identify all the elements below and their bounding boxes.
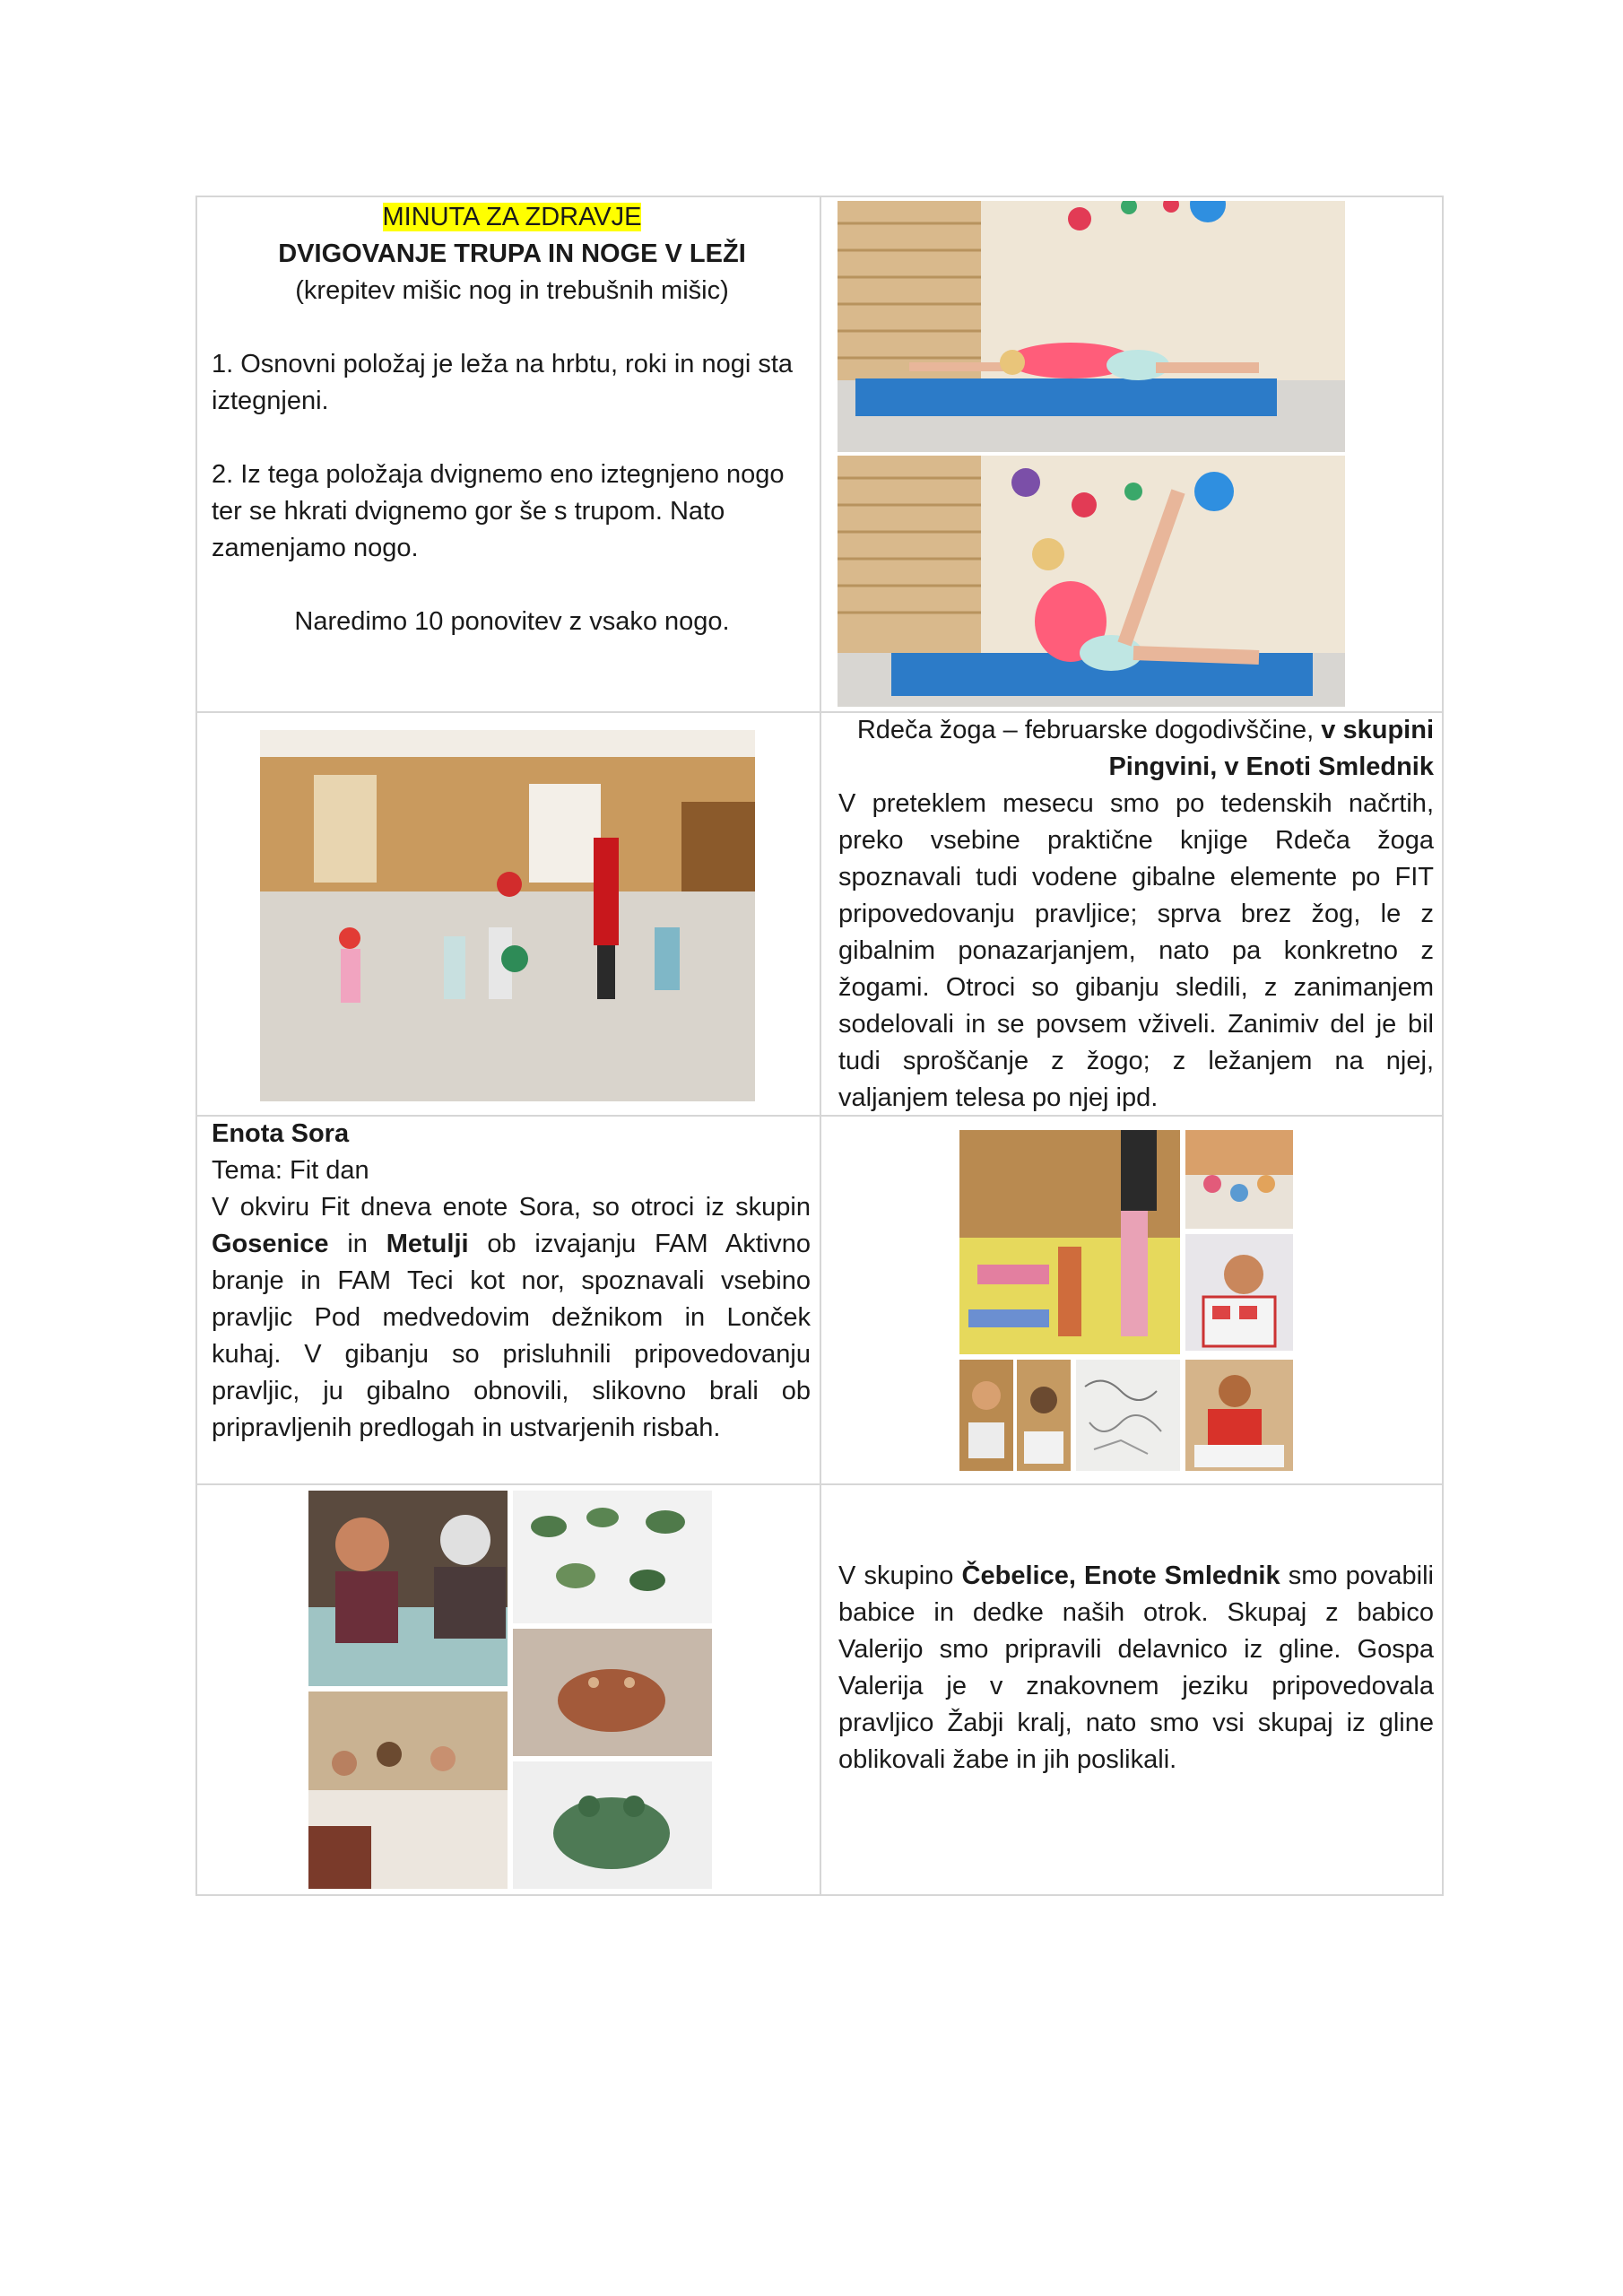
clay-photo-frog-raw [513, 1629, 712, 1756]
health-minute-cell [212, 199, 812, 640]
sora-body: V okviru Fit dneva enote Sora, so otroci iz skupin Gosenice in Metulji ob izvajanju FAM Aktivno branje in FAM Teci kot nor, spoznavali vsebino pravljic Pod medvedovim dežnikom in Lonček kuhaj. V gibanju so prisluhnili pripovedovanju pravljic, ju gibalno obnovili, slikovno brali ob pripravljenih predlogah in ustvarjenih risbah. [212, 1193, 811, 1442]
exercise-step-1: 1. Osnovni položaj je leža na hrbtu, roki in nogi sta iztegnjeni. [212, 350, 794, 415]
sora-photo-drawings [1076, 1360, 1180, 1471]
red-ball-intro: Rdeča žoga – februarske dogodivščine, [856, 716, 1322, 744]
sora-group-metulji: Metulji [386, 1230, 469, 1258]
exercise-photo-situp [838, 456, 1345, 707]
red-ball-body: V preteklem mesecu smo po tedenskih načrtih, preko vsebine praktične knjige Rdeča žoga spoznavali tudi vodene gibalne elemente po FIT pripovedovanju pravljice; sprva brez žog, le z gibalnim ponazarjanjem, nato pa konkretno z žogami. Otroci so gibanju sledili, z zanimanjem sodelovali in se povsem vživeli. Zanimiv del je bil tudi sproščanje z žogo; z ležanjem na njej, valjanjem telesa po njej ipd. [838, 789, 1434, 1112]
exercise-step-2: 2. Iz tega položaja dvignemo eno iztegnjeno nogo ter se hkrati dvignemo gor še s trupom. Nato zamenjamo nogo. [212, 460, 785, 562]
clay-photo-frogs-table [513, 1491, 712, 1623]
exercise-photo-lying [838, 201, 1345, 452]
sora-photo-lying-children [959, 1130, 1180, 1354]
sora-photo-child-drawing [1185, 1360, 1293, 1471]
bees-body: V skupino Čebelice, Enote Smlednik smo povabili babice in dedke naših otrok. Skupaj z babico Valerijo smo pripravili delavnico iz gline. Gospa Valerija je v znakovnem jeziku pripovedovala pravljico Žabji kralj, nato smo vsi skupaj iz gline oblikovali žabe in jih poslikali. [838, 1561, 1434, 1774]
red-ball-cell [838, 712, 1434, 1117]
sora-cell [212, 1116, 811, 1447]
clay-photo-workshop [308, 1692, 508, 1889]
sora-photo-reading [1185, 1234, 1293, 1351]
exercise-subtitle: (krepitev mišic nog in trebušnih mišic) [295, 276, 729, 305]
sora-group-gosenice: Gosenice [212, 1230, 329, 1258]
clay-photo-grandparents [308, 1491, 508, 1686]
row-divider [197, 1483, 1442, 1485]
column-divider [820, 197, 821, 1894]
red-ball-group: v skupini Pingvini, v Enoti Smlednik [1108, 716, 1434, 781]
sora-unit: Enota Sora [212, 1119, 350, 1148]
sora-theme: Tema: Fit dan [212, 1156, 369, 1185]
sora-photo-child-book [959, 1360, 1013, 1471]
exercise-title: DVIGOVANJE TRUPA IN NOGE V LEŽI [278, 239, 746, 268]
bees-group: Čebelice, Enote Smlednik [961, 1561, 1280, 1590]
red-ball-group-photo [260, 730, 755, 1101]
exercise-repeat: Naredimo 10 ponovitev z vsako nogo. [294, 607, 730, 636]
sora-photo-child-writing [1017, 1360, 1071, 1471]
sora-photo-circle [1185, 1130, 1293, 1229]
bees-cell [838, 1558, 1434, 1779]
health-minute-tag: MINUTA ZA ZDRAVJE [382, 203, 642, 231]
content-table [195, 196, 1444, 1896]
clay-photo-painted-frog [513, 1761, 712, 1889]
